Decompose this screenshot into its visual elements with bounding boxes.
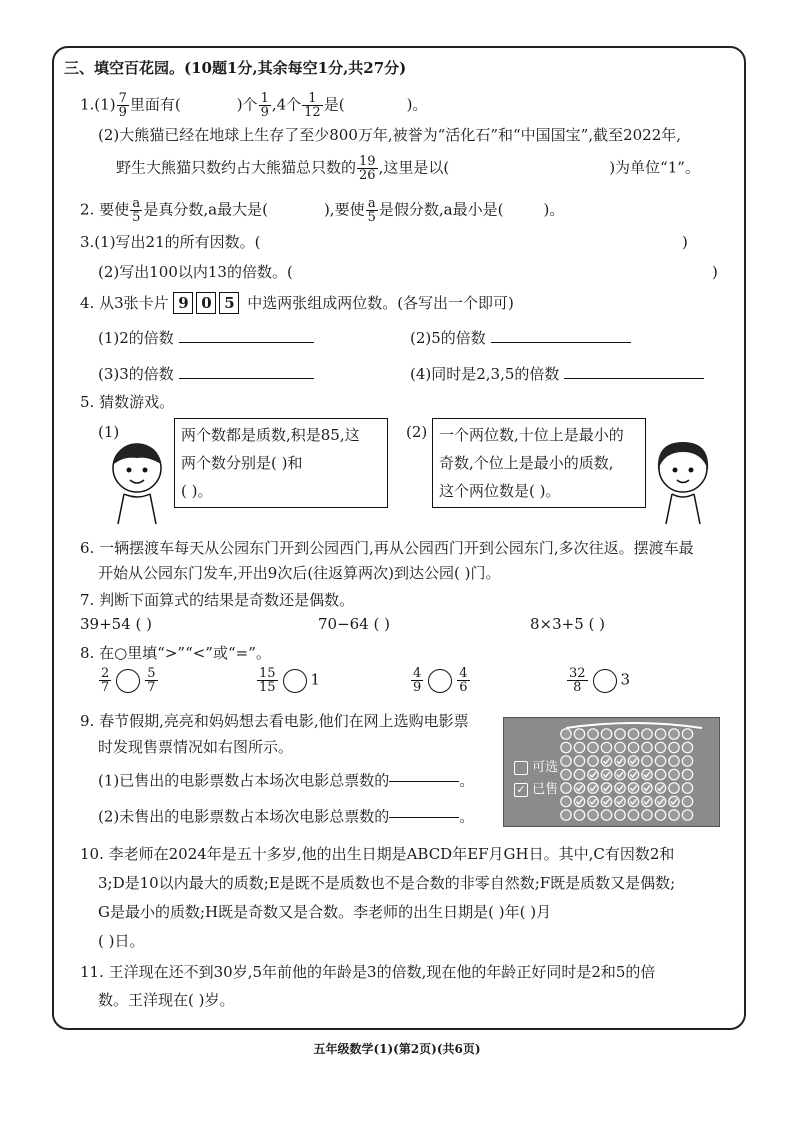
seat bbox=[628, 796, 638, 806]
q7-expr3: 8×3+5 ( ) bbox=[530, 615, 606, 633]
seat bbox=[628, 742, 638, 752]
fraction-a-5: $\frac{a}{5}$ bbox=[132, 196, 141, 225]
seat bbox=[682, 756, 692, 766]
card-0: 0 bbox=[196, 292, 216, 314]
q5-label1: (1) bbox=[98, 423, 120, 441]
page-footer: 五年级数学(1)(第2页)(共6页) bbox=[313, 1042, 481, 1056]
q4-s4: (4)同时是2,3,5的倍数 bbox=[410, 364, 704, 384]
seat bbox=[655, 796, 665, 806]
seat bbox=[628, 783, 638, 793]
compare-circle[interactable] bbox=[593, 669, 617, 693]
q5-title: 5. 猜数游戏。 bbox=[80, 393, 175, 411]
answer-line[interactable] bbox=[491, 328, 631, 343]
q7-expr1: 39+54 ( ) bbox=[80, 615, 152, 633]
seat bbox=[655, 769, 665, 779]
seat bbox=[601, 769, 611, 779]
seat bbox=[628, 810, 638, 820]
seat bbox=[669, 783, 679, 793]
seat bbox=[615, 769, 625, 779]
seat bbox=[655, 783, 665, 793]
seat bbox=[615, 742, 625, 752]
q9-line2: 时发现售票情况如右图所示。 bbox=[98, 738, 294, 756]
seat bbox=[588, 783, 598, 793]
fraction-blank bbox=[389, 767, 459, 796]
q1-part2-line2: 野生大熊猫只数约占大熊猫总只数的 $\frac{19}{26}$ ,这里是以( )为单位“1”。 bbox=[116, 154, 700, 183]
q7-expr2: 70−64 ( ) bbox=[318, 615, 390, 633]
seat bbox=[669, 796, 679, 806]
seat bbox=[601, 810, 611, 820]
seat bbox=[588, 796, 598, 806]
q3-line2-end: ) bbox=[712, 263, 718, 281]
seat bbox=[669, 729, 679, 739]
fraction-1-9: $\frac{1}{9}$ bbox=[260, 91, 269, 120]
seat-map bbox=[503, 717, 720, 827]
seat bbox=[561, 729, 571, 739]
seat bbox=[601, 729, 611, 739]
q2: 2. 要使 $\frac{a}{5}$ 是真分数,a最大是( ),要使 $\frac{a}{5}$ 是假分数,a最小是( )。 bbox=[80, 196, 565, 225]
q9-line1: 9. 春节假期,亮亮和妈妈想去看电影,他们在网上选购电影票 bbox=[80, 712, 469, 730]
q3-line1: 3.(1)写出21的所有因数。( bbox=[80, 233, 261, 251]
seat bbox=[682, 796, 692, 806]
seat bbox=[642, 769, 652, 779]
seat bbox=[601, 783, 611, 793]
seat bbox=[574, 742, 584, 752]
seat bbox=[574, 783, 584, 793]
speech-bubble-1: 两个数都是质数,积是85,这 两个数分别是( )和 ( )。 bbox=[174, 418, 388, 508]
seat bbox=[642, 742, 652, 752]
q4-title: 4. 从3张卡片 9 0 5 中选两张组成两位数。(各写出一个即可) bbox=[80, 294, 514, 312]
seat bbox=[601, 796, 611, 806]
seat bbox=[615, 729, 625, 739]
seat bbox=[682, 769, 692, 779]
seat bbox=[655, 810, 665, 820]
q8-compare2: $\frac{15}{15}$ 1 bbox=[259, 666, 321, 695]
q10-line2: 3;D是10以内最大的质数;E是既不是质数也不是合数的非零自然数;F既是质数又是偶数; bbox=[98, 874, 676, 892]
q8-compare3: $\frac{4}{9}$ $\frac{4}{6}$ bbox=[413, 666, 468, 695]
q4-s3: (3)3的倍数 bbox=[98, 364, 314, 384]
q10-line4: ( )日。 bbox=[98, 932, 145, 950]
q7-title: 7. 判断下面算式的结果是奇数还是偶数。 bbox=[80, 591, 355, 609]
q3-line1-end: ) bbox=[682, 233, 688, 251]
seat bbox=[642, 783, 652, 793]
seat bbox=[642, 796, 652, 806]
compare-circle[interactable] bbox=[283, 669, 307, 693]
seat bbox=[561, 783, 571, 793]
seat bbox=[601, 742, 611, 752]
fraction-7-9: $\frac{7}{9}$ bbox=[118, 91, 127, 120]
q4-s1: (1)2的倍数 bbox=[98, 328, 314, 348]
seat bbox=[588, 756, 598, 766]
fraction-19-26: $\frac{19}{26}$ bbox=[359, 154, 376, 183]
compare-circle[interactable] bbox=[428, 669, 452, 693]
q8-compare4: $\frac{32}{8}$ 3 bbox=[569, 666, 631, 695]
seat bbox=[615, 796, 625, 806]
speech-bubble-2: 一个两位数,十位上是最小的 奇数,个位上是最小的质数, 这个两位数是( )。 bbox=[432, 418, 646, 508]
fraction-1-12: $\frac{1}{12}$ bbox=[304, 91, 321, 120]
seat bbox=[669, 756, 679, 766]
seat bbox=[655, 742, 665, 752]
seat bbox=[628, 769, 638, 779]
seat bbox=[669, 769, 679, 779]
seat bbox=[574, 756, 584, 766]
seat bbox=[561, 810, 571, 820]
answer-line[interactable] bbox=[179, 328, 314, 343]
seat bbox=[669, 742, 679, 752]
legend-available: 可选 bbox=[514, 756, 558, 775]
q8-title: 8. 在○里填“>”“<”或“=”。 bbox=[80, 644, 271, 662]
q10-line1: 10. 李老师在2024年是五十多岁,他的出生日期是ABCD年EF月GH日。其中,C有因数2和 bbox=[80, 845, 675, 863]
q4-s2: (2)5的倍数 bbox=[410, 328, 631, 348]
seat bbox=[588, 729, 598, 739]
seat bbox=[615, 810, 625, 820]
q9-line3: (1)已售出的电影票数占本场次电影总票数的 。 bbox=[98, 767, 474, 796]
q9-line4: (2)未售出的电影票数占本场次电影总票数的 。 bbox=[98, 803, 474, 832]
seat bbox=[615, 756, 625, 766]
seat bbox=[682, 729, 692, 739]
q11-line1: 11. 王洋现在还不到30岁,5年前他的年龄是3的倍数,现在他的年龄正好同时是2和5的倍 bbox=[80, 963, 656, 981]
card-9: 9 bbox=[173, 292, 193, 314]
seat bbox=[574, 810, 584, 820]
q3-line2: (2)写出100以内13的倍数。( bbox=[98, 263, 293, 281]
seat bbox=[669, 810, 679, 820]
seat bbox=[642, 729, 652, 739]
seat bbox=[574, 769, 584, 779]
girl-icon bbox=[650, 436, 716, 524]
seat bbox=[601, 756, 611, 766]
seat bbox=[628, 756, 638, 766]
section-title: 三、填空百花园。(10题1分,其余每空1分,共27分) bbox=[64, 59, 407, 77]
seat bbox=[642, 756, 652, 766]
fraction-a-5-b: $\frac{a}{5}$ bbox=[367, 196, 376, 225]
seat bbox=[682, 783, 692, 793]
seat bbox=[682, 810, 692, 820]
seat bbox=[588, 810, 598, 820]
answer-line[interactable] bbox=[564, 364, 704, 379]
fraction-blank bbox=[389, 803, 459, 832]
seat bbox=[561, 742, 571, 752]
boy-icon bbox=[104, 438, 170, 524]
q6-line1: 6. 一辆摆渡车每天从公园东门开到公园西门,再从公园西门开到公园东门,多次往返。摆渡车最 bbox=[80, 539, 694, 557]
legend-sold: ✓ 已售 bbox=[514, 778, 558, 797]
seat bbox=[655, 729, 665, 739]
answer-line[interactable] bbox=[179, 364, 314, 379]
seat bbox=[561, 769, 571, 779]
q1-part1: 1.(1) $\frac{7}{9}$ 里面有( )个 $\frac{1}{9}$ ,4个 $\frac{1}{12}$ 是( )。 bbox=[80, 91, 428, 120]
compare-circle[interactable] bbox=[116, 669, 140, 693]
seat bbox=[561, 756, 571, 766]
seat bbox=[655, 756, 665, 766]
q1-part2-line1: (2)大熊猫已经在地球上生存了至少800万年,被誉为“活化石”和“中国国宝”,截至2022年, bbox=[98, 126, 682, 144]
card-5: 5 bbox=[219, 292, 239, 314]
seat bbox=[574, 796, 584, 806]
seat bbox=[615, 783, 625, 793]
seat bbox=[588, 769, 598, 779]
seat bbox=[682, 742, 692, 752]
q8-compare1: $\frac{2}{7}$ $\frac{5}{7}$ bbox=[101, 666, 156, 695]
q11-line2: 数。王洋现在( )岁。 bbox=[98, 991, 235, 1009]
q6-line2: 开始从公园东门发车,开出9次后(往返算两次)到达公园( )门。 bbox=[98, 564, 501, 582]
seat bbox=[642, 810, 652, 820]
seat bbox=[561, 796, 571, 806]
seat bbox=[628, 729, 638, 739]
seat bbox=[574, 729, 584, 739]
q5-label2: (2) bbox=[406, 423, 428, 441]
q10-line3: G是最小的质数;H既是奇数又是合数。李老师的出生日期是( )年( )月 bbox=[98, 903, 552, 921]
seat bbox=[588, 742, 598, 752]
